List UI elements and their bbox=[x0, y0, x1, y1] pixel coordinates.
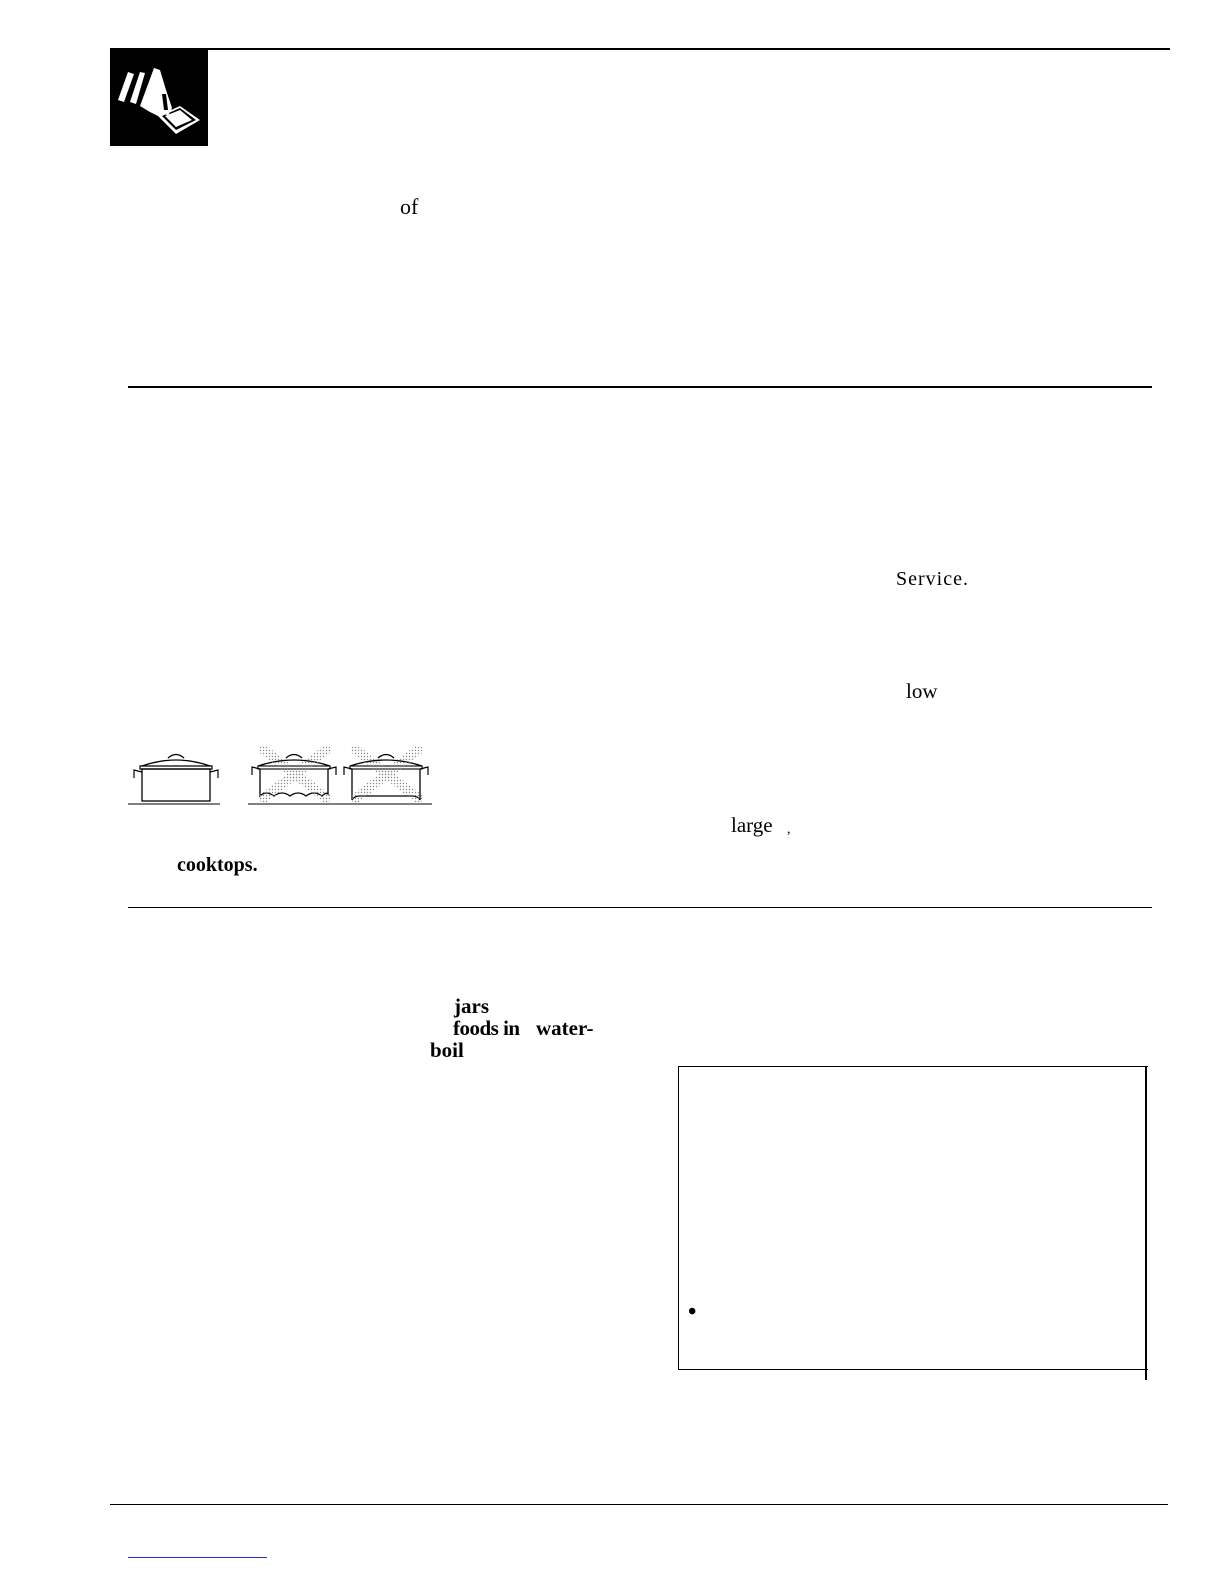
text-fragment-water: water- bbox=[536, 1016, 594, 1040]
text-fragment-low: low bbox=[906, 679, 938, 703]
hand-pressing-button-icon bbox=[110, 50, 208, 146]
header-rule bbox=[110, 48, 1170, 50]
text-fragment-cooktops: cooktops. bbox=[177, 854, 258, 876]
ridged-bottom-pot-icon bbox=[336, 746, 436, 813]
text-fragment-service: Service. bbox=[896, 568, 969, 590]
warped-bottom-pot-icon bbox=[244, 746, 344, 813]
logo-tick bbox=[205, 78, 207, 84]
footer-link-underline[interactable] bbox=[128, 1557, 267, 1558]
flat-bottom-pot-icon bbox=[128, 748, 224, 811]
callout-bullet: • bbox=[688, 1299, 697, 1325]
section-rule bbox=[128, 907, 1152, 908]
text-fragment-foods-in: foods in bbox=[453, 1016, 520, 1040]
text-fragment-of: of bbox=[400, 194, 419, 219]
callout-box bbox=[678, 1066, 1148, 1370]
text-fragment-large: large bbox=[731, 813, 773, 837]
text-fragment-comma: , bbox=[787, 822, 791, 837]
callout-box-right-border bbox=[1145, 1066, 1147, 1380]
section-rule bbox=[128, 386, 1152, 388]
footer-rule bbox=[110, 1504, 1168, 1505]
text-fragment-boil: boil bbox=[430, 1038, 464, 1062]
text-fragment-jars: jars bbox=[454, 994, 489, 1018]
